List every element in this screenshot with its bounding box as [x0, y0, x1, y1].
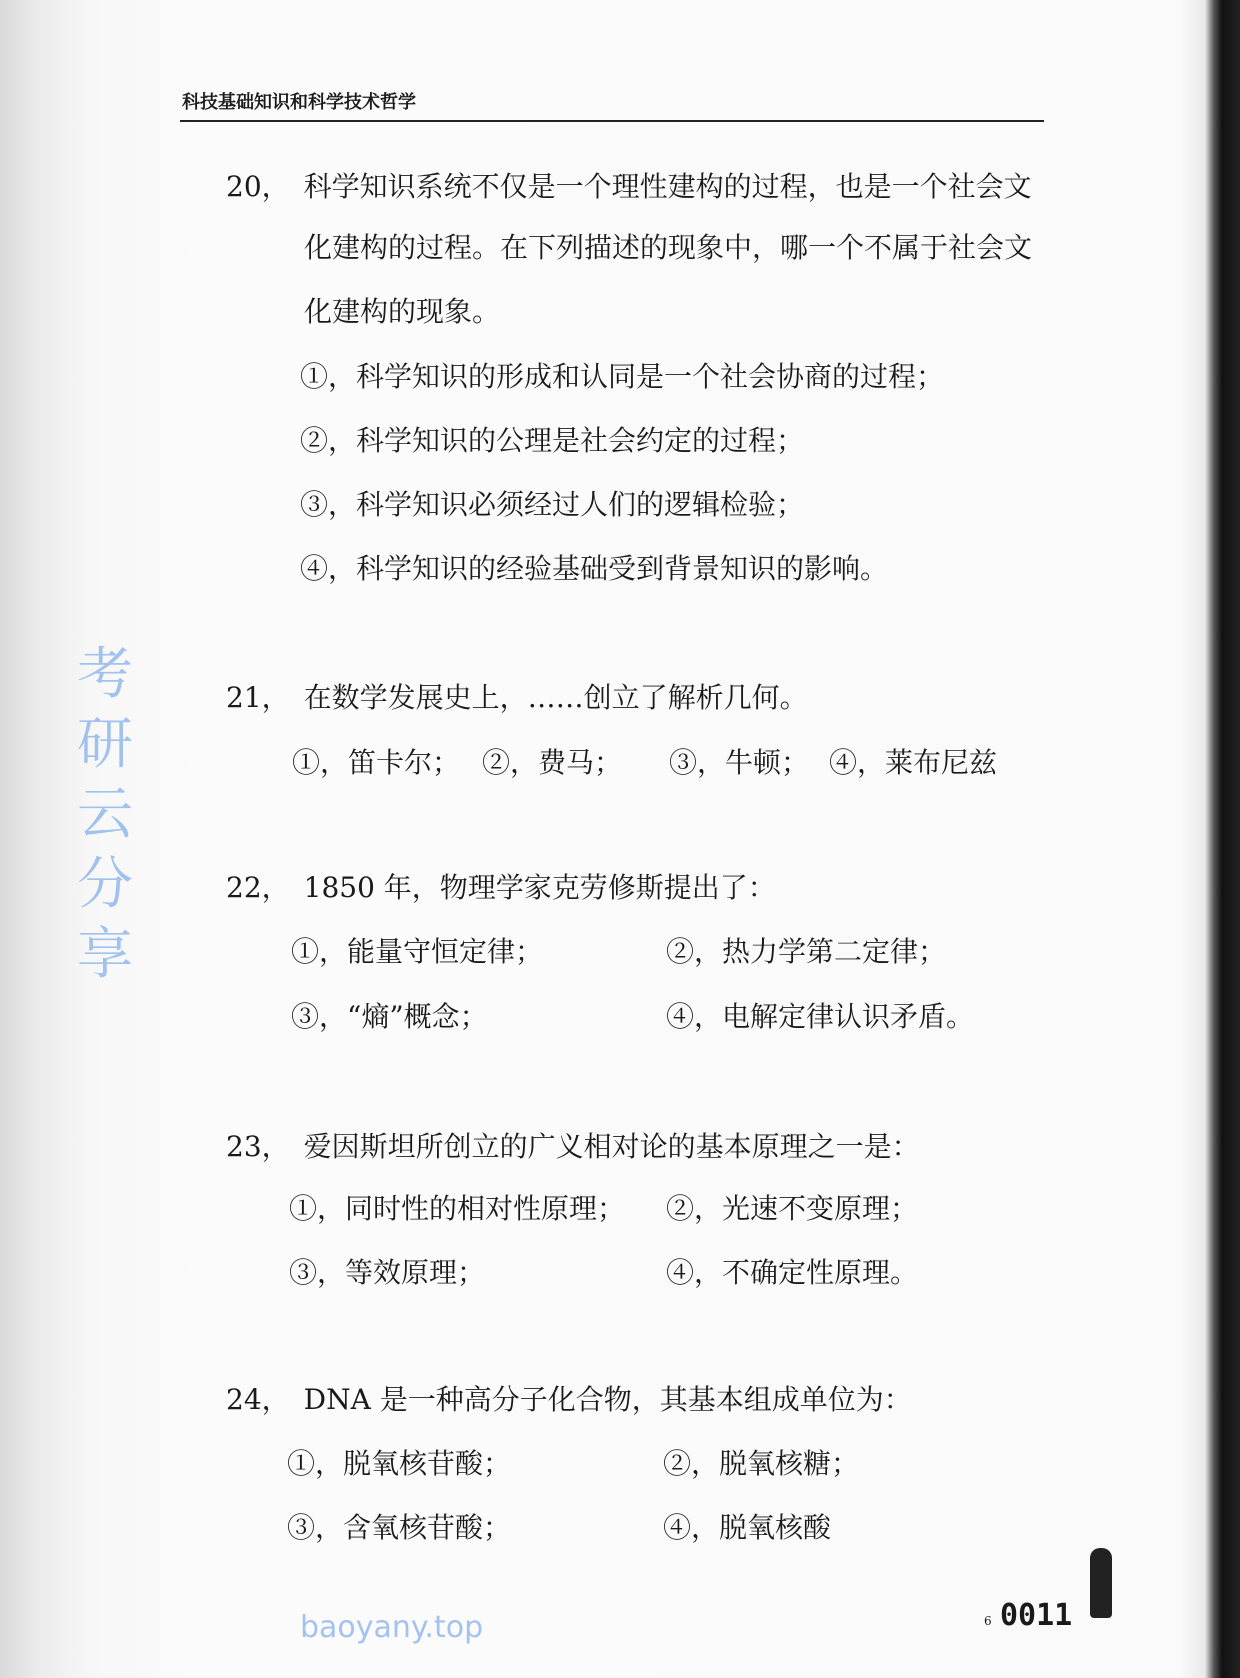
option: ②，热力学第二定律； [666, 935, 947, 968]
option: ③，科学知识必须经过人们的逻辑检验； [300, 488, 805, 521]
option: ③，等效原理； [289, 1256, 486, 1289]
option: ①，笛卡尔； [292, 746, 461, 779]
option: ①，脱氧核苷酸； [287, 1447, 512, 1480]
option: ②，脱氧核糖； [663, 1447, 860, 1480]
option: ②，费马； [482, 746, 623, 779]
option: ①，科学知识的形成和认同是一个社会协商的过程； [300, 360, 945, 393]
question-text: 在数学发展史上，……创立了解析几何。 [303, 681, 808, 714]
watermark-url: baoyany.top [300, 1610, 484, 1645]
question-number: 21， [226, 681, 290, 714]
question-text: DNA 是一种高分子化合物，其基本组成单位为： [303, 1383, 912, 1416]
question-number: 20， [226, 170, 290, 203]
question-24-first-line [226, 1383, 912, 1417]
page-number: 0011 [1000, 1598, 1073, 1633]
page-number-small: 6 [984, 1614, 992, 1628]
question-20-first-line [226, 170, 1032, 204]
question-23-first-line [226, 1130, 920, 1164]
question-21-first-line [226, 681, 808, 715]
watermark-cn: 考研云分享 [77, 642, 133, 987]
option: ②，科学知识的公理是社会约定的过程； [300, 424, 805, 457]
question-text: 化建构的现象。 [304, 295, 501, 328]
question-number: 24， [226, 1383, 290, 1416]
option: ④，脱氧核酸 [663, 1511, 832, 1544]
question-text: 1850 年，物理学家克劳修斯提出了： [303, 871, 776, 904]
option: ③，牛顿； [669, 746, 810, 779]
option: ①，能量守恒定律； [291, 935, 544, 968]
question-text: 爱因斯坦所创立的广义相对论的基本原理之一是： [303, 1130, 920, 1163]
question-22-first-line [226, 871, 776, 905]
header-rule [180, 120, 1044, 122]
question-number: 22， [226, 871, 290, 904]
option: ③，含氧核苷酸； [287, 1511, 512, 1544]
option: ④，电解定律认识矛盾。 [666, 1000, 975, 1033]
option: ④，科学知识的经验基础受到背景知识的影响。 [300, 552, 889, 585]
question-text: 科学知识系统不仅是一个理性建构的过程，也是一个社会文 [303, 170, 1032, 203]
option: ①，同时性的相对性原理； [289, 1192, 626, 1225]
option: ④，莱布尼兹 [829, 746, 998, 779]
ink-blot [1090, 1548, 1112, 1618]
option: ③，“熵”概念； [291, 1000, 488, 1033]
question-number: 23， [226, 1130, 290, 1163]
option: ④，不确定性原理。 [666, 1256, 919, 1289]
question-text: 化建构的过程。在下列描述的现象中，哪一个不属于社会文 [304, 231, 1033, 264]
running-header: 科技基础知识和科学技术哲学 [182, 92, 416, 113]
option: ②，光速不变原理； [666, 1192, 919, 1225]
